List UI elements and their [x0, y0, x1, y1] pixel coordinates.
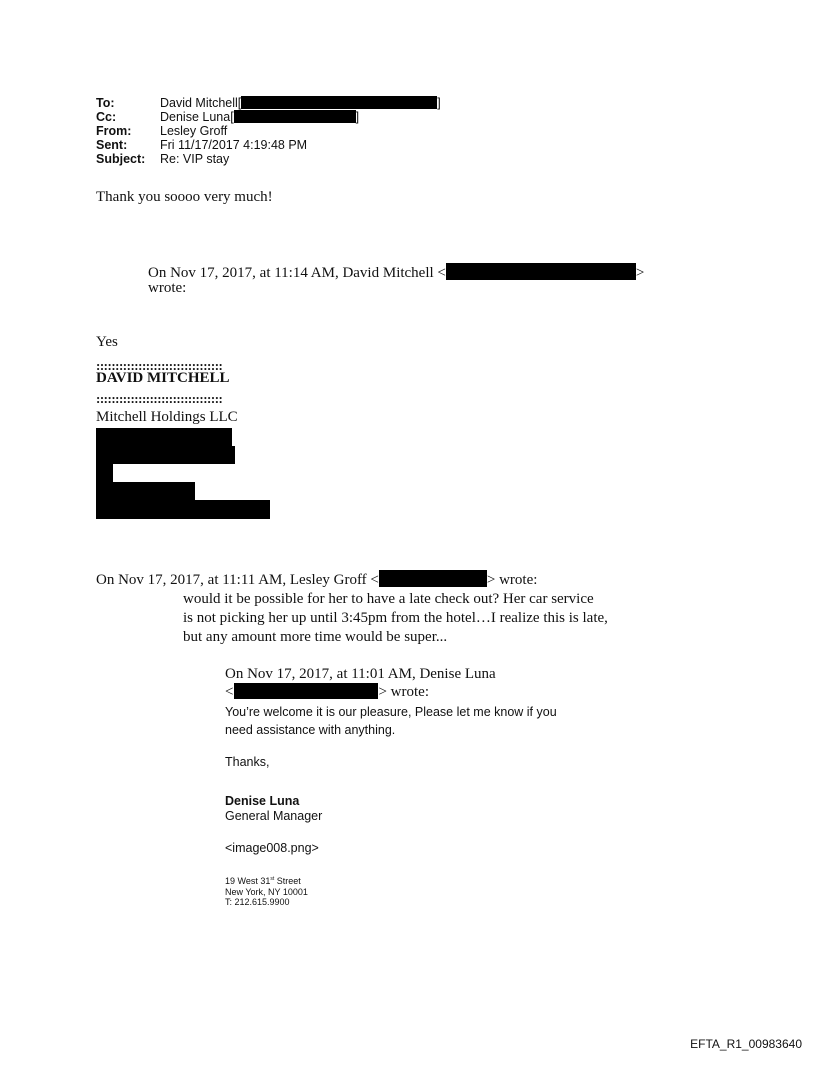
cc-end: ]: [355, 110, 360, 124]
quote-header-3: On Nov 17, 2017, at 11:01 AM, Denise Luna: [225, 666, 496, 682]
redaction: [234, 110, 356, 123]
redaction: [96, 464, 113, 482]
redaction: [446, 263, 636, 280]
sent-label: Sent:: [96, 138, 128, 152]
quote-header-2: [96, 570, 537, 589]
image-placeholder: <image008.png>: [225, 841, 319, 855]
quote-line-end: > wrote:: [486, 572, 538, 588]
redaction: [96, 428, 232, 446]
ordinal: st: [270, 876, 275, 882]
to-label: To:: [96, 96, 115, 110]
thanks: Thanks,: [225, 755, 270, 769]
address-city: New York, NY 10001: [225, 886, 308, 897]
to-end: ]: [437, 96, 441, 110]
quote-line: On Nov 17, 2017, at 11:11 AM, Lesley Groff <: [96, 572, 379, 588]
subject-label: Subject:: [96, 152, 146, 166]
from-label: From:: [96, 124, 132, 138]
redaction: [234, 683, 378, 699]
address-street-end: Street: [274, 876, 301, 886]
quote-header-1: [148, 263, 644, 282]
cc-value: Denise Luna[: [160, 110, 234, 124]
redaction: [96, 500, 270, 519]
divider: :::::::::::::::::::::::::::::::::: [96, 358, 223, 373]
quote-header-3-line2: [225, 683, 429, 701]
text-line: You’re welcome it is our pleasure, Please let me know if you: [225, 705, 557, 719]
quote-text-3: [225, 703, 557, 739]
sender-title: General Manager: [225, 809, 323, 823]
text-line: would it be possible for her to have a late check out? Her car service: [183, 591, 594, 607]
quote-line: On Nov 17, 2017, at 11:14 AM, David Mitchell <: [148, 265, 446, 281]
text-line: but any amount more time would be super...: [183, 629, 448, 645]
quote-text: Yes: [96, 334, 118, 350]
quote-line-end: > wrote:: [378, 684, 429, 700]
address: [225, 874, 308, 908]
cc-label: Cc:: [96, 110, 117, 124]
signature-company: Mitchell Holdings LLC: [96, 409, 238, 425]
quote-text-2: [183, 590, 608, 647]
divider: :::::::::::::::::::::::::::::::::: [96, 391, 223, 406]
phone: T: 212.615.9900: [225, 897, 290, 907]
redaction: [96, 482, 195, 500]
quote-line-end: >: [635, 265, 645, 281]
reply-text: Thank you soooo very much!: [96, 189, 273, 205]
redaction: [379, 570, 487, 587]
address-street: 19 West 31: [225, 876, 271, 886]
email-header: [96, 96, 441, 166]
from-value: Lesley Groff: [160, 124, 228, 138]
text-line: need assistance with anything.: [225, 723, 396, 737]
quote-line: <: [225, 684, 234, 700]
to-value: David Mitchell[: [160, 96, 242, 110]
signature-name: DAVID MITCHELL: [96, 370, 230, 386]
subject-value: Re: VIP stay: [160, 152, 230, 166]
redaction: [96, 446, 235, 464]
text-line: is not picking her up until 3:45pm from the hotel…I realize this is late,: [183, 610, 608, 626]
document-id: EFTA_R1_00983640: [690, 1037, 802, 1051]
sent-value: Fri 11/17/2017 4:19:48 PM: [160, 138, 308, 152]
sender-name: Denise Luna: [225, 794, 300, 808]
quote-wrote: wrote:: [148, 280, 187, 296]
redaction: [241, 96, 437, 109]
